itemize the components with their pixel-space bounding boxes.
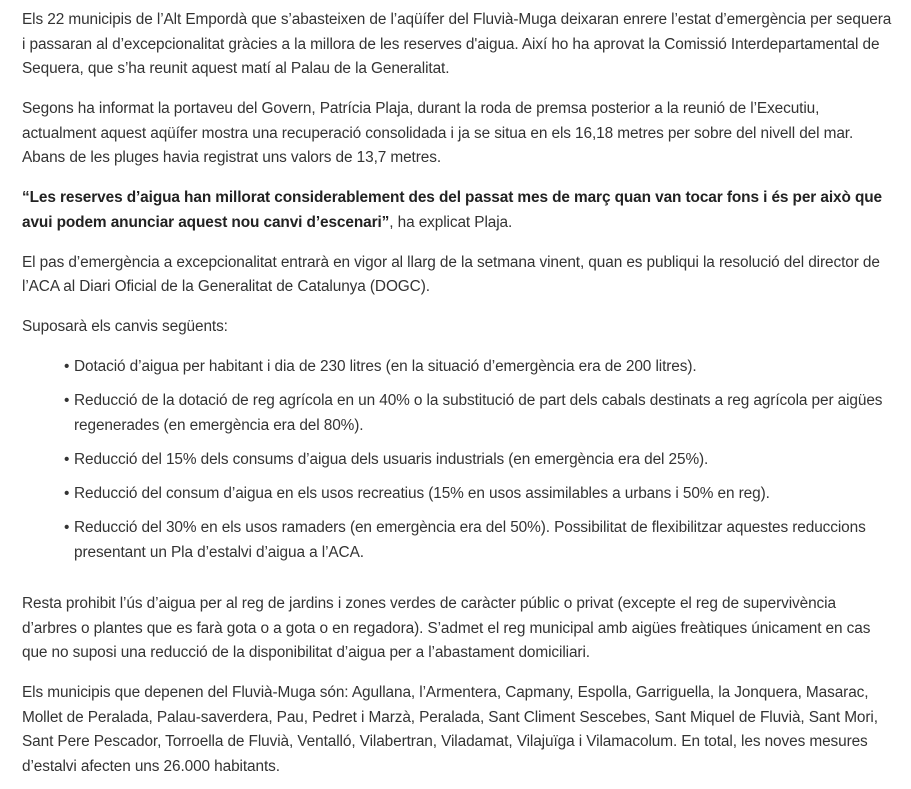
list-item-text: Reducció del consum d’aigua en els usos recreatius (15% en usos assimilables a urbans i 50% en reg). — [74, 485, 770, 503]
bullet: • — [64, 392, 70, 410]
list-item-text: Reducció del 15% dels consums d’aigua dels usuaris industrials (en emergència era del 25%). — [74, 450, 709, 468]
list-item-text: Reducció del 30% en els usos ramaders (en emergència era del 50%). Possibilitat de flexibilitzar aquestes reduccions presentant un Pla d’estalvi d’aigua a l’ACA. — [74, 519, 866, 561]
list-item — [64, 389, 893, 438]
list-item — [64, 482, 893, 507]
bullet: • — [64, 358, 70, 375]
list-item — [64, 448, 893, 473]
quote-text: “Les reserves d’aigua han millorat considerablement des del passat mes de març quan van tocar fons i és per això que avui podem anunciar aquest nou canvi d’escenari” — [22, 189, 883, 231]
list-item-text: Dotació d’aigua per habitant i dia de 230 litres (en la situació d’emergència era de 200 litres). — [74, 358, 697, 375]
bullet: • — [64, 485, 70, 503]
list-item-text: Reducció de la dotació de reg agrícola en un 40% o la substitució de part dels cabals destinats a reg agrícola per aigües regenerades (en emergència era del 80%). — [74, 392, 883, 434]
list-item — [64, 355, 893, 380]
bullet: • — [64, 450, 70, 468]
paragraph-irrigation-ban: Resta prohibit l’ús d’aigua per al reg de jardins i zones verdes de caràcter públic o privat (excepte el reg de supervivència d’arbres o plantes que es farà gota o a gota o en regadora). S’admet el reg municipal amb aigües freàtiques únicament en cas que no suposi una reducció de la disponibilitat d’aigua per a l’abastament domiciliari. — [22, 595, 871, 662]
bullet: • — [64, 519, 70, 537]
quote-attribution: , ha explicat Plaja. — [389, 213, 513, 231]
paragraph-aquifer-level: Segons ha informat la portaveu del Govern, Patrícia Plaja, durant la roda de premsa posterior a la reunió de l’Executiu, actualment aquest aqüífer mostra una recuperació consolidada i ja se situa en els 16,18 metres per sobre del nivell del mar. Abans de les pluges havia registrat uns valors de 13,7 metres. — [22, 100, 854, 166]
paragraph-municipalities: Els municipis que depenen del Fluvià-Muga són: Agullana, l’Armentera, Capmany, Espolla, Garriguella, la Jonquera, Masarac, Mollet de Peralada, Palau-saverdera, Pau, Pedret i Marzà, Peralada, Sant Climent Sescebes, Sant Miquel de Fluvià, Sant Mori, Sant Pere Pescador, Torroella de Fluvià, Ventalló, Vilabertran, Viladamat, Vilajuïga i Vilamacolum. En total, les noves mesures d’estalvi afecten uns 26.000 habitants. — [22, 684, 878, 775]
paragraph-intro: Els 22 municipis de l’Alt Empordà que s’abasteixen de l’aqüífer del Fluvià-Muga deixaran enrere l’estat d’emergència per sequera i passaran al d’excepcionalitat gràcies a la millora de les reserves d'aigua. Així ho ha aprovat la Comissió Interdepartamental de Sequera, que s’ha reunit aquest matí al Palau de la Generalitat. — [22, 11, 892, 77]
list-item — [64, 516, 893, 565]
paragraph-quote — [22, 186, 893, 235]
paragraph-entry-into-force: El pas d’emergència a excepcionalitat entrarà en vigor al llarg de la setmana vinent, quan es publiqui la resolució del director de l’ACA al Diari Oficial de la Generalitat de Catalunya (DOGC). — [22, 253, 880, 295]
changes-list — [22, 355, 893, 565]
paragraph-changes-intro: Suposarà els canvis següents: — [22, 318, 228, 335]
